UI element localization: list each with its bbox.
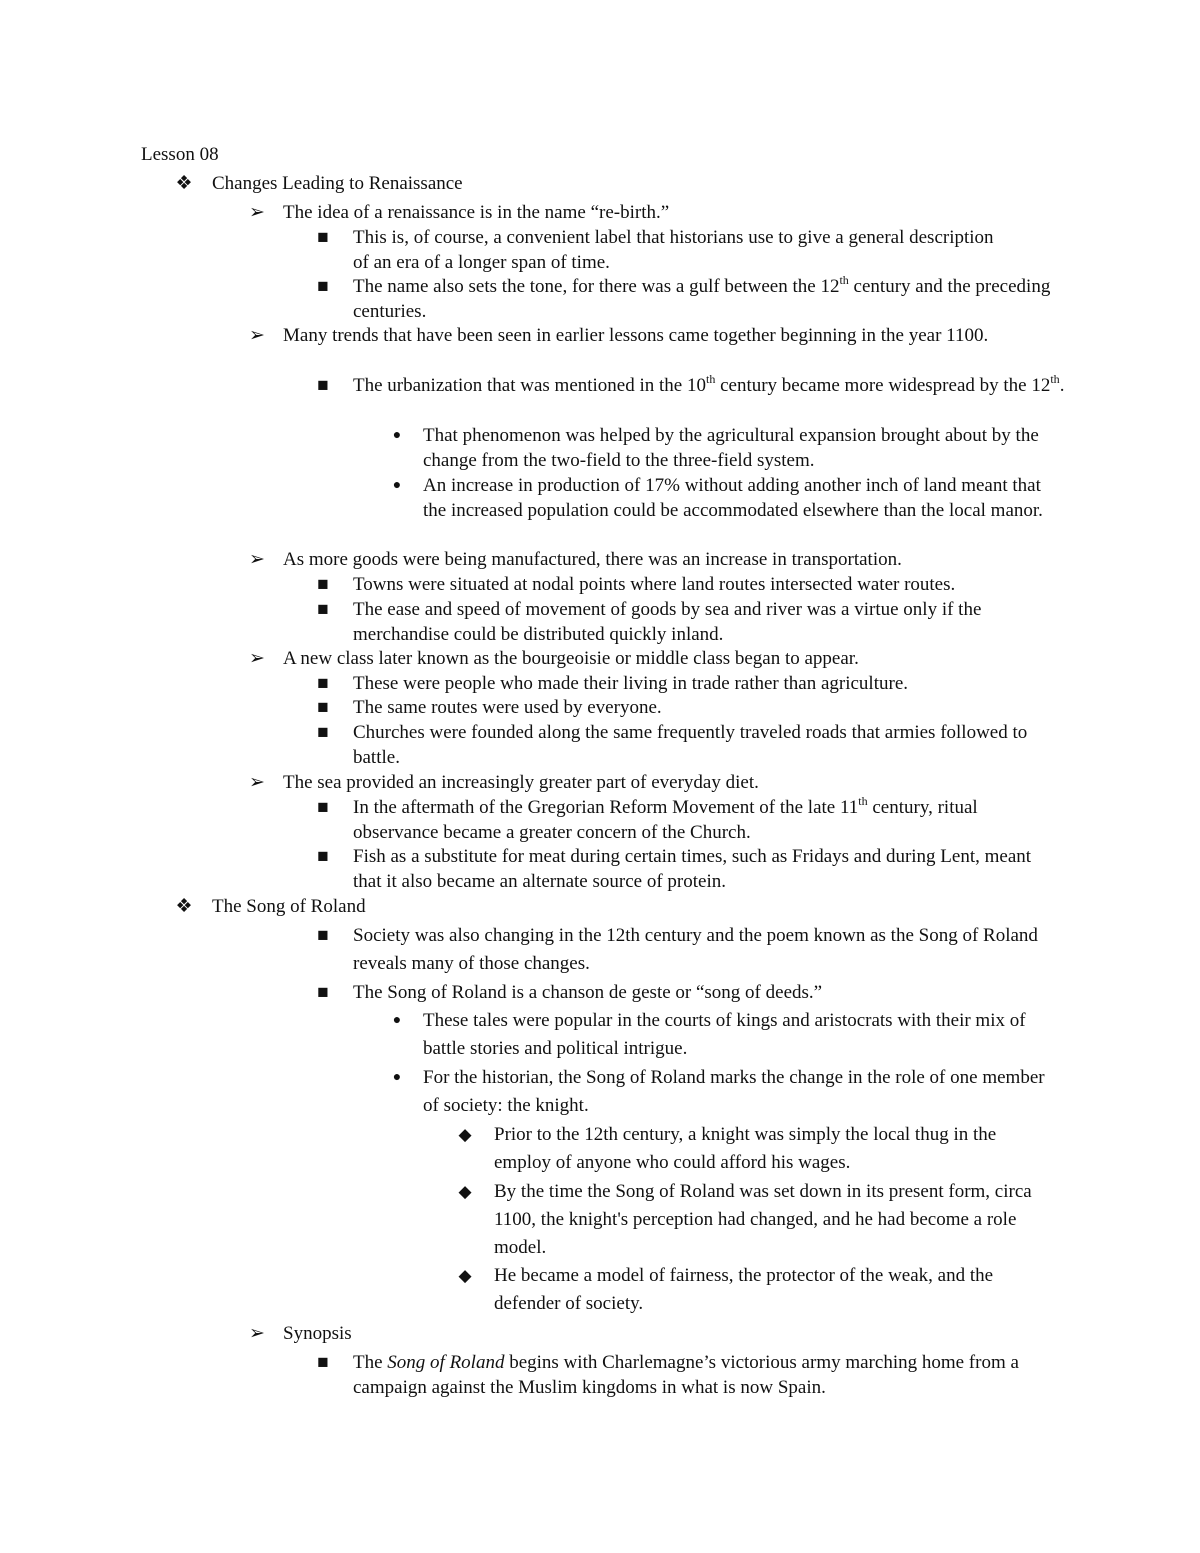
dot-bullet-icon: ● bbox=[392, 478, 402, 493]
list-item bbox=[392, 1007, 1053, 1063]
list-item-text: Many trends that have been seen in earlier lessons came together beginning in the year 1100. bbox=[283, 325, 989, 346]
arrow-bullet-icon: ➢ bbox=[249, 648, 265, 669]
list-item-text: In the aftermath of the Gregorian Reform Movement of the late 11th century, ritual observance became a greater concern of the Church. bbox=[353, 793, 978, 843]
list-item-text: This is, of course, a convenient label that historians use to give a general description of an era of a longer span of time. bbox=[353, 227, 994, 273]
list-item bbox=[317, 720, 1043, 770]
list-item bbox=[317, 1350, 1063, 1400]
square-bullet-icon: ■ bbox=[317, 375, 329, 396]
square-bullet-icon: ■ bbox=[317, 846, 329, 867]
list-item bbox=[317, 225, 1013, 275]
list-item-text: For the historian, the Song of Roland marks the change in the role of one member of society: the knight. bbox=[423, 1067, 1045, 1116]
arrow-bullet-icon: ➢ bbox=[249, 772, 265, 793]
list-item bbox=[317, 371, 1073, 398]
list-item-text: Fish as a substitute for meat during certain times, such as Fridays and during Lent, meant that it also became an alternate source of protein. bbox=[353, 846, 1032, 892]
lesson-title: Lesson 08 bbox=[141, 144, 219, 165]
list-item-text: Prior to the 12th century, a knight was simply the local thug in the employ of anyone who could afford his wages. bbox=[494, 1124, 997, 1173]
list-item bbox=[249, 770, 1063, 795]
list-item bbox=[249, 323, 1043, 348]
square-bullet-icon: ■ bbox=[317, 599, 329, 620]
list-item bbox=[317, 793, 1043, 845]
diamond-cluster-bullet-icon: ❖ bbox=[175, 896, 193, 917]
dot-bullet-icon: ● bbox=[392, 1013, 402, 1028]
dot-bullet-icon: ● bbox=[392, 428, 402, 443]
list-item-text: The ease and speed of movement of goods by sea and river was a virtue only if the merchandise could be distributed quickly inland. bbox=[353, 599, 982, 645]
list-item bbox=[249, 200, 1063, 225]
list-item-text: The Song of Roland is a chanson de geste or “song of deeds.” bbox=[353, 982, 823, 1003]
list-item-text: The sea provided an increasingly greater part of everyday diet. bbox=[283, 772, 759, 793]
list-item bbox=[458, 1121, 1054, 1177]
section-heading-text: The Song of Roland bbox=[212, 896, 366, 917]
square-bullet-icon: ■ bbox=[317, 276, 329, 297]
list-item bbox=[317, 597, 1053, 647]
square-bullet-icon: ■ bbox=[317, 574, 329, 595]
list-item bbox=[458, 1178, 1069, 1262]
list-item bbox=[392, 423, 1043, 473]
list-item bbox=[317, 844, 1043, 894]
list-item-text: He became a model of fairness, the protector of the weak, and the defender of society. bbox=[494, 1265, 994, 1314]
section-heading bbox=[175, 171, 1112, 196]
diamond-bullet-icon: ◆ bbox=[458, 1182, 472, 1201]
square-bullet-icon: ■ bbox=[317, 227, 329, 248]
list-item bbox=[392, 473, 1063, 523]
section-heading-text: Changes Leading to Renaissance bbox=[212, 173, 463, 194]
diamond-bullet-icon: ◆ bbox=[458, 1125, 472, 1144]
list-item-text: Towns were situated at nodal points where land routes intersected water routes. bbox=[353, 574, 956, 595]
list-item bbox=[317, 671, 1073, 696]
list-item-text: An increase in production of 17% without adding another inch of land meant that the increased population could be accommodated elsewhere than the local manor. bbox=[423, 475, 1043, 521]
list-item-text: The urbanization that was mentioned in the 10th century became more widespread by the 12th. bbox=[353, 371, 1065, 396]
square-bullet-icon: ■ bbox=[317, 925, 329, 946]
list-item-text: That phenomenon was helped by the agricultural expansion brought about by the change from the two-field to the three-field system. bbox=[423, 425, 1039, 471]
list-item-text: The Song of Roland begins with Charlemagne’s victorious army marching home from a campaign against the Muslim kingdoms in what is now Spain. bbox=[353, 1352, 1019, 1398]
synopsis-item bbox=[249, 1320, 1063, 1348]
list-item bbox=[317, 922, 1053, 978]
arrow-bullet-icon: ➢ bbox=[249, 202, 265, 223]
square-bullet-icon: ■ bbox=[317, 673, 329, 694]
list-item-text: By the time the Song of Roland was set down in its present form, circa 1100, the knight's perception had changed, and he had become a role model. bbox=[494, 1181, 1032, 1258]
diamond-bullet-icon: ◆ bbox=[458, 1266, 472, 1285]
arrow-bullet-icon: ➢ bbox=[249, 325, 265, 346]
synopsis-label: Synopsis bbox=[283, 1323, 352, 1344]
square-bullet-icon: ■ bbox=[317, 697, 329, 718]
square-bullet-icon: ■ bbox=[317, 982, 329, 1003]
diamond-cluster-bullet-icon: ❖ bbox=[175, 173, 193, 194]
list-item-text: Churches were founded along the same frequently traveled roads that armies followed to battle. bbox=[353, 722, 1028, 768]
list-item-text: The same routes were used by everyone. bbox=[353, 697, 662, 718]
list-item bbox=[317, 572, 1073, 597]
list-item-text: A new class later known as the bourgeoisie or middle class began to appear. bbox=[283, 648, 859, 669]
list-item bbox=[249, 646, 1063, 671]
list-item-text: Society was also changing in the 12th century and the poem known as the Song of Roland reveals many of those changes. bbox=[353, 925, 1038, 974]
list-item-text: These tales were popular in the courts of kings and aristocrats with their mix of battle stories and political intrigue. bbox=[423, 1010, 1026, 1059]
square-bullet-icon: ■ bbox=[317, 722, 329, 743]
arrow-bullet-icon: ➢ bbox=[249, 549, 265, 570]
list-item-text: The name also sets the tone, for there was a gulf between the 12th century and the preceding centuries. bbox=[353, 272, 1051, 322]
square-bullet-icon: ■ bbox=[317, 1352, 329, 1373]
list-item bbox=[317, 979, 1053, 1007]
list-item bbox=[392, 1064, 1063, 1120]
list-item bbox=[317, 695, 1073, 720]
list-item bbox=[249, 547, 1063, 572]
list-item-text: These were people who made their living in trade rather than agriculture. bbox=[353, 673, 908, 694]
dot-bullet-icon: ● bbox=[392, 1070, 402, 1085]
list-item-text: The idea of a renaissance is in the name “re-birth.” bbox=[283, 202, 670, 223]
arrow-bullet-icon: ➢ bbox=[249, 1323, 265, 1344]
list-item bbox=[458, 1262, 1054, 1318]
square-bullet-icon: ■ bbox=[317, 797, 329, 818]
list-item-text: As more goods were being manufactured, there was an increase in transportation. bbox=[283, 549, 902, 570]
section-heading bbox=[175, 894, 1112, 919]
list-item bbox=[317, 272, 1063, 324]
